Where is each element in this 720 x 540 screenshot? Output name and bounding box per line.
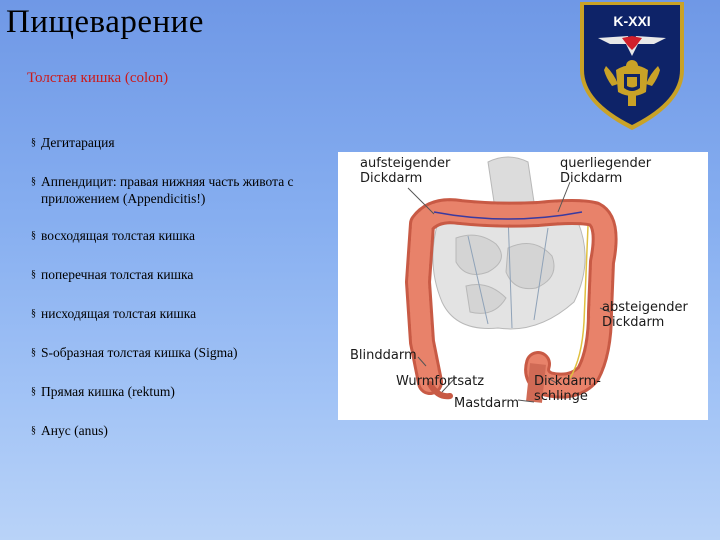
bullet-marker: § <box>31 347 36 358</box>
bullet-text: Прямая кишка (rektum) <box>41 384 175 399</box>
bullet-text: S-образная толстая кишка (Sigma) <box>41 345 238 360</box>
bullet-marker: § <box>31 176 36 187</box>
bullet-text: восходящая толстая кишка <box>41 228 196 243</box>
bullet-text: нисходящая толстая кишка <box>41 306 197 321</box>
bullet-text: Дегитарация <box>41 135 115 150</box>
label-ascending-colon: aufsteigender Dickdarm <box>360 156 451 186</box>
label-sigmoid-colon: Dickdarm- schlinge <box>534 374 601 404</box>
bullet-text: поперечная толстая кишка <box>41 267 194 282</box>
list-item <box>31 422 331 439</box>
bullet-marker: § <box>31 269 36 280</box>
list-item <box>31 266 331 283</box>
bullet-marker: § <box>31 425 36 436</box>
list-item <box>31 173 331 207</box>
kxxi-badge-logo <box>576 0 688 132</box>
bullet-marker: § <box>31 230 36 241</box>
bullet-marker: § <box>31 386 36 397</box>
list-item <box>31 134 331 151</box>
slide-title: Пищеварение <box>6 4 204 40</box>
list-item <box>31 227 331 244</box>
bullet-text: Аппендицит: правая нижняя часть живота с приложением (Appendicitis!) <box>41 174 294 206</box>
label-appendix: Wurmfortsatz <box>396 374 485 389</box>
label-descending-colon: absteigender Dickdarm <box>602 300 688 330</box>
label-rectum: Mastdarm <box>454 396 520 411</box>
bullet-marker: § <box>31 308 36 319</box>
badge-text: K-XXI <box>613 13 651 29</box>
list-item <box>31 344 331 361</box>
bullet-text: Анус (anus) <box>41 423 108 438</box>
list-item <box>31 383 331 400</box>
list-item <box>31 305 331 322</box>
label-transverse-colon: querliegender Dickdarm <box>560 156 652 186</box>
bullet-list <box>31 134 331 461</box>
colon-anatomy-illustration <box>338 152 708 420</box>
label-cecum: Blinddarm <box>350 348 417 363</box>
slide-subtitle: Толстая кишка (colon) <box>27 70 169 86</box>
bullet-marker: § <box>31 137 36 148</box>
